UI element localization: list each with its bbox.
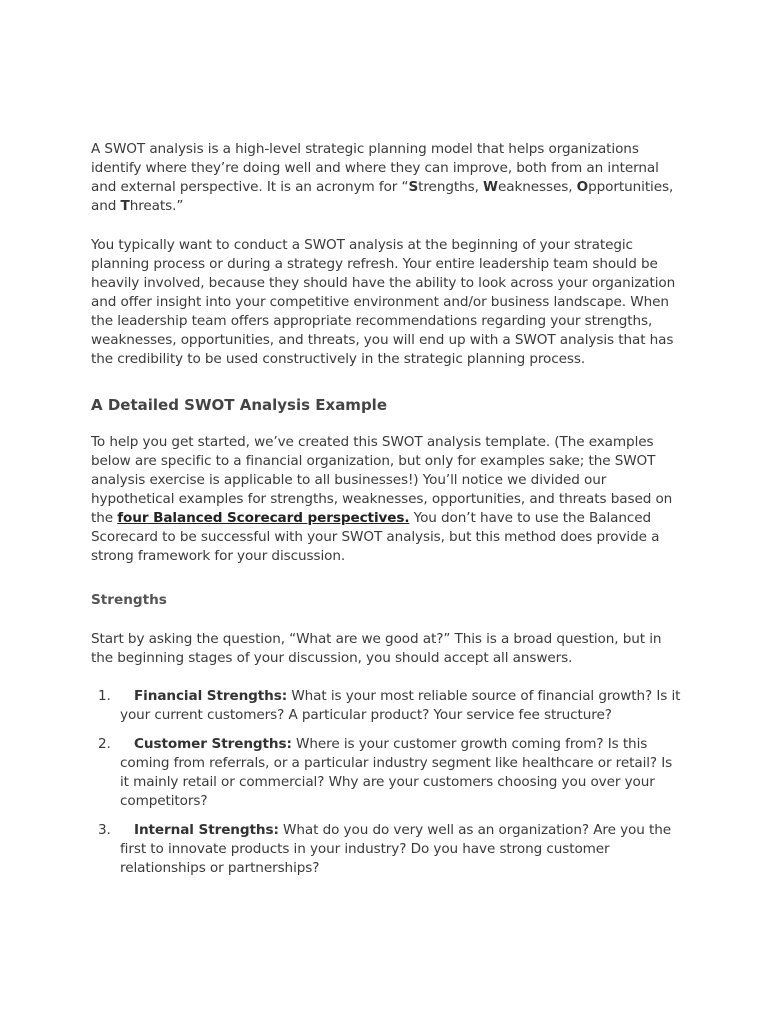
section-text: To help you get started, we’ve created this SWOT analysis template. (The examples below are specific to a financial organization, but only for examples sake; the SWOT analysis exercise is applicable to all businesses!) You’ll notice we divided our hypothetical examples for strengths, weaknesses, opportunities, and threats based on the	[91, 434, 673, 526]
list-number: 1.	[98, 688, 111, 704]
section-text: You don’t have to use the Balanced Scorecard to be successful with your SWOT analysis, but this method does provide a strong framework for your discussion.	[91, 510, 660, 564]
intro-text: pportunities, and	[91, 179, 674, 214]
item-text: Where is your customer growth coming from? Is this coming from referrals, or a particular industry segment like healthcare or retail? Is it mainly retail or commercial? Why are your customers choosing you over your competitors?	[120, 736, 673, 809]
section-heading: A Detailed SWOT Analysis Example	[91, 396, 387, 414]
intro-paragraph-2: You typically want to conduct a SWOT analysis at the beginning of your strategic planning process or during a strategy refresh. Your entire leadership team should be heavily involved, because they should have the ability to look across your organization and offer insight into your competitive environment and/or business landscape. When the leadership team offers appropriate recommendations regarding your strengths, weaknesses, opportunities, and threats, you will end up with a SWOT analysis that has the credibility to be used constructively in the strategic planning process.	[91, 237, 676, 367]
strengths-list	[91, 687, 681, 878]
item-lead: Internal Strengths:	[134, 822, 279, 838]
intro-text: hreats.”	[129, 198, 184, 214]
list-item	[91, 687, 681, 725]
list-number: 3.	[98, 822, 111, 838]
item-lead: Financial Strengths:	[134, 688, 288, 704]
list-item	[91, 735, 681, 811]
intro-text: trengths,	[418, 179, 484, 195]
intro-paragraph-1	[91, 140, 681, 216]
item-text: What is your most reliable source of financial growth? Is it your current customers? A particular product? Your service fee structure?	[120, 688, 681, 723]
document-page	[91, 140, 681, 888]
item-text: What do you do very well as an organization? Are you the first to innovate products in your industry? Do you have strong customer relationships or partnerships?	[120, 822, 671, 876]
item-lead: Customer Strengths:	[134, 736, 292, 752]
letter-t: T	[120, 198, 130, 214]
list-number: 2.	[98, 736, 111, 752]
list-item	[91, 821, 681, 878]
strengths-intro: Start by asking the question, “What are we good at?” This is a broad question, but in the beginning stages of your discussion, you should accept all answers.	[91, 631, 662, 666]
strengths-heading: Strengths	[91, 592, 167, 608]
balanced-scorecard-link[interactable]: four Balanced Scorecard perspectives.	[117, 510, 410, 526]
intro-text: A SWOT analysis is a high-level strategic planning model that helps organizations identify where they’re doing well and where they can improve, both from an internal and external perspective. It is an acronym for “	[91, 141, 659, 195]
intro-text: eaknesses,	[497, 179, 577, 195]
letter-o: O	[576, 179, 589, 195]
section-paragraph	[91, 433, 681, 566]
letter-s: S	[408, 179, 419, 195]
letter-w: W	[483, 179, 498, 195]
